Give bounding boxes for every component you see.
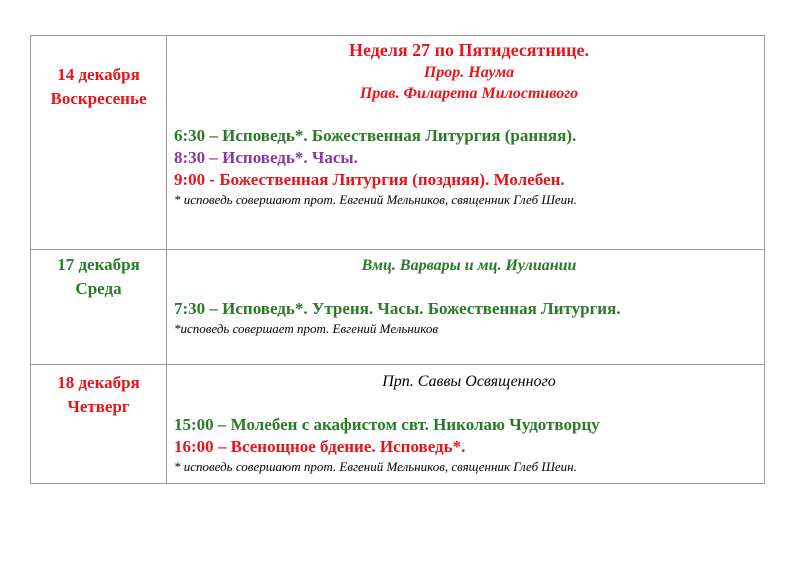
date-cell — [31, 365, 167, 484]
service-line: 6:30 – Исповедь*. Божественная Литургия (ранняя). — [174, 126, 577, 145]
weekday: Среда — [75, 279, 122, 298]
weekday: Воскресенье — [50, 89, 147, 108]
confession-note: * исповедь совершают прот. Евгений Мельников, священник Глеб Шеин. — [174, 459, 577, 474]
date: 17 декабря — [57, 255, 140, 274]
saint-line: Вмц. Варвары и мц. Иулиании — [361, 257, 577, 274]
saint-line: Прор. Наума — [423, 64, 515, 81]
service-line: 16:00 – Всенощное бдение. Исповедь*. — [174, 437, 466, 456]
content-cell — [167, 250, 765, 365]
date: 18 декабря — [57, 373, 140, 392]
schedule-row-wednesday — [31, 250, 765, 365]
saint-line: Прав. Филарета Милостивого — [359, 85, 579, 102]
service-line: 9:00 - Божественная Литургия (поздняя). Молебен. — [174, 170, 565, 189]
service-line: 8:30 – Исповедь*. Часы. — [174, 148, 358, 167]
service-line: 7:30 – Исповедь*. Утреня. Часы. Божественная Литургия. — [174, 299, 621, 318]
content-cell — [167, 36, 765, 250]
date-cell — [31, 250, 167, 365]
schedule-table — [30, 35, 765, 484]
saint-line: Прп. Саввы Освященного — [382, 373, 556, 390]
content-cell — [167, 365, 765, 484]
date: 14 декабря — [57, 65, 140, 84]
feast-title: Неделя 27 по Пятидесятнице. — [349, 40, 589, 60]
weekday: Четверг — [67, 397, 130, 416]
schedule-row-sunday — [31, 36, 765, 250]
confession-note: * исповедь совершают прот. Евгений Мельников, священник Глеб Шеин. — [174, 192, 577, 207]
schedule-row-thursday — [31, 365, 765, 484]
date-cell — [31, 36, 167, 250]
confession-note: *исповедь совершает прот. Евгений Мельников — [174, 321, 439, 336]
service-line: 15:00 – Молебен с акафистом свт. Николаю Чудотворцу — [174, 415, 600, 434]
